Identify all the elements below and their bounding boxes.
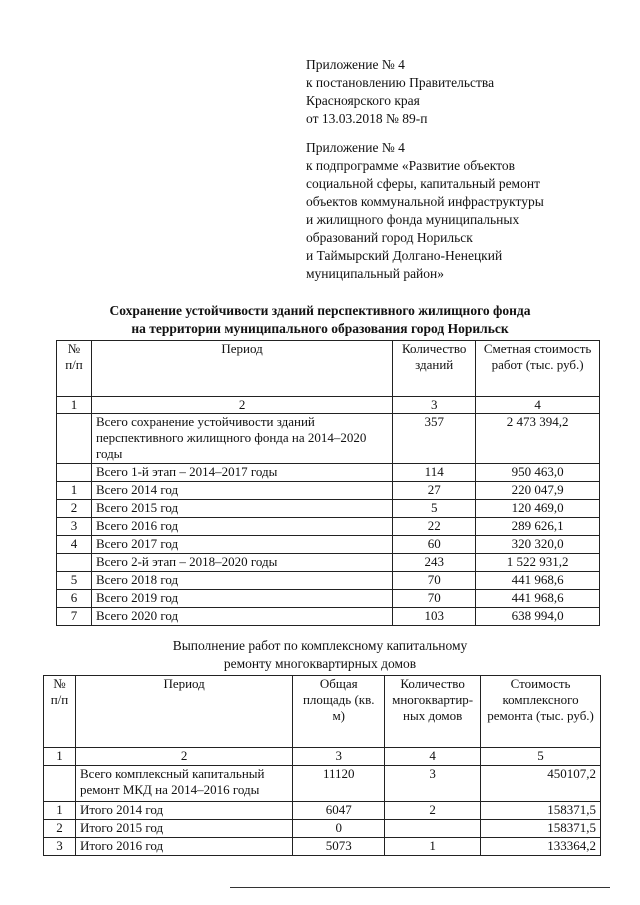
row-num: 2 [57,500,92,518]
row-period: Всего 2014 год [91,482,392,500]
table-row [44,802,601,820]
table1-title-line2: на территории муниципального образования город Норильск [131,321,509,336]
appendix-line: и Таймырский Долгано-Ненецкий [306,248,503,263]
column-number: 1 [44,748,76,766]
table-row [57,518,600,536]
row-count: 114 [393,464,476,482]
header-period: Период [75,676,292,748]
row-period: Всего 2019 год [91,590,392,608]
table-header-row [44,676,601,748]
row-num: 3 [44,838,76,856]
column-number: 2 [91,397,392,414]
appendix-line: Красноярского края [306,93,420,108]
table-row [57,572,600,590]
row-area: 5073 [293,838,385,856]
appendix-line: от 13.03.2018 № 89-п [306,111,428,126]
header-count: Количество многоквартир-ных домов [385,676,481,748]
row-num: 4 [57,536,92,554]
row-num [44,766,76,802]
table-row [57,482,600,500]
header-num: № п/п [57,341,92,397]
row-period: Итого 2016 год [75,838,292,856]
row-num [57,554,92,572]
row-count: 1 [385,838,481,856]
row-count: 243 [393,554,476,572]
row-num [57,464,92,482]
appendix-line: муниципальный район» [306,266,445,281]
row-cost: 320 320,0 [476,536,600,554]
header-count: Количество зданий [393,341,476,397]
row-num: 1 [44,802,76,820]
row-count: 2 [385,802,481,820]
table-row [44,766,601,802]
appendix-line: объектов коммунальной инфраструктуры [306,194,544,209]
column-number: 1 [57,397,92,414]
appendix-line: к постановлению Правительства [306,75,495,90]
row-cost: 289 626,1 [476,518,600,536]
row-cost: 441 968,6 [476,590,600,608]
row-num: 1 [57,482,92,500]
row-cost: 441 968,6 [476,572,600,590]
appendix-line: Приложение № 4 [306,140,405,155]
row-period: Всего 2-й этап – 2018–2020 годы [91,554,392,572]
table2-title-line1: Выполнение работ по комплексному капитальному [172,638,468,653]
row-cost: 158371,5 [481,820,601,838]
table-row [57,414,600,464]
row-num: 2 [44,820,76,838]
row-cost: 120 469,0 [476,500,600,518]
table-row [57,590,600,608]
row-period: Всего 2016 год [91,518,392,536]
row-count: 3 [385,766,481,802]
row-num: 5 [57,572,92,590]
table-column-numbers-row [44,748,601,766]
row-period: Всего 2018 год [91,572,392,590]
table-row [57,500,600,518]
column-number: 4 [385,748,481,766]
row-cost: 638 994,0 [476,608,600,626]
table-row [44,838,601,856]
header-num: № п/п [44,676,76,748]
table-header-row [57,341,600,397]
row-cost: 158371,5 [481,802,601,820]
appendix-line: образований город Норильск [306,230,473,245]
table-row [57,554,600,572]
appendix-line: к подпрограмме «Развитие объектов [306,158,515,173]
row-count: 103 [393,608,476,626]
row-cost: 450107,2 [481,766,601,802]
table-row [44,820,601,838]
appendix-line: Приложение № 4 [306,57,405,72]
row-period: Всего 1-й этап – 2014–2017 годы [91,464,392,482]
table-row [57,608,600,626]
row-num: 7 [57,608,92,626]
row-period: Всего 2015 год [91,500,392,518]
row-count: 70 [393,572,476,590]
row-count: 357 [393,414,476,464]
row-num [57,414,92,464]
column-number: 3 [293,748,385,766]
row-num: 3 [57,518,92,536]
row-cost: 220 047,9 [476,482,600,500]
row-area: 11120 [293,766,385,802]
row-period: Всего 2017 год [91,536,392,554]
appendix-line: и жилищного фонда муниципальных [306,212,520,227]
row-period: Итого 2015 год [75,820,292,838]
row-cost: 133364,2 [481,838,601,856]
header-period: Период [91,341,392,397]
row-period: Итого 2014 год [75,802,292,820]
table-row [57,464,600,482]
table2 [43,675,601,856]
table-row [57,536,600,554]
table1 [56,340,600,626]
table-column-numbers-row [57,397,600,414]
row-count [385,820,481,838]
table1-title-line1: Сохранение устойчивости зданий перспективного жилищного фонда [109,303,531,318]
row-cost: 1 522 931,2 [476,554,600,572]
column-number: 5 [481,748,601,766]
column-number: 4 [476,397,600,414]
table2-title-line2: ремонту многоквартирных домов [223,656,417,671]
row-area: 0 [293,820,385,838]
row-period: Всего сохранение устойчивости зданий перспективного жилищного фонда на 2014–2020 годы [91,414,392,464]
row-cost: 950 463,0 [476,464,600,482]
column-number: 2 [75,748,292,766]
header-area: Общая площадь (кв. м) [293,676,385,748]
scan-edge-divider [230,887,610,888]
row-count: 22 [393,518,476,536]
row-area: 6047 [293,802,385,820]
header-cost: Стоимость комплексного ремонта (тыс. руб.) [481,676,601,748]
row-period: Всего 2020 год [91,608,392,626]
row-count: 70 [393,590,476,608]
appendix-line: социальной сферы, капитальный ремонт [306,176,540,191]
column-number: 3 [393,397,476,414]
header-cost: Сметная стоимость работ (тыс. руб.) [476,341,600,397]
row-cost: 2 473 394,2 [476,414,600,464]
row-count: 27 [393,482,476,500]
row-count: 60 [393,536,476,554]
row-count: 5 [393,500,476,518]
row-num: 6 [57,590,92,608]
row-period: Всего комплексный капитальный ремонт МКД на 2014–2016 годы [75,766,292,802]
